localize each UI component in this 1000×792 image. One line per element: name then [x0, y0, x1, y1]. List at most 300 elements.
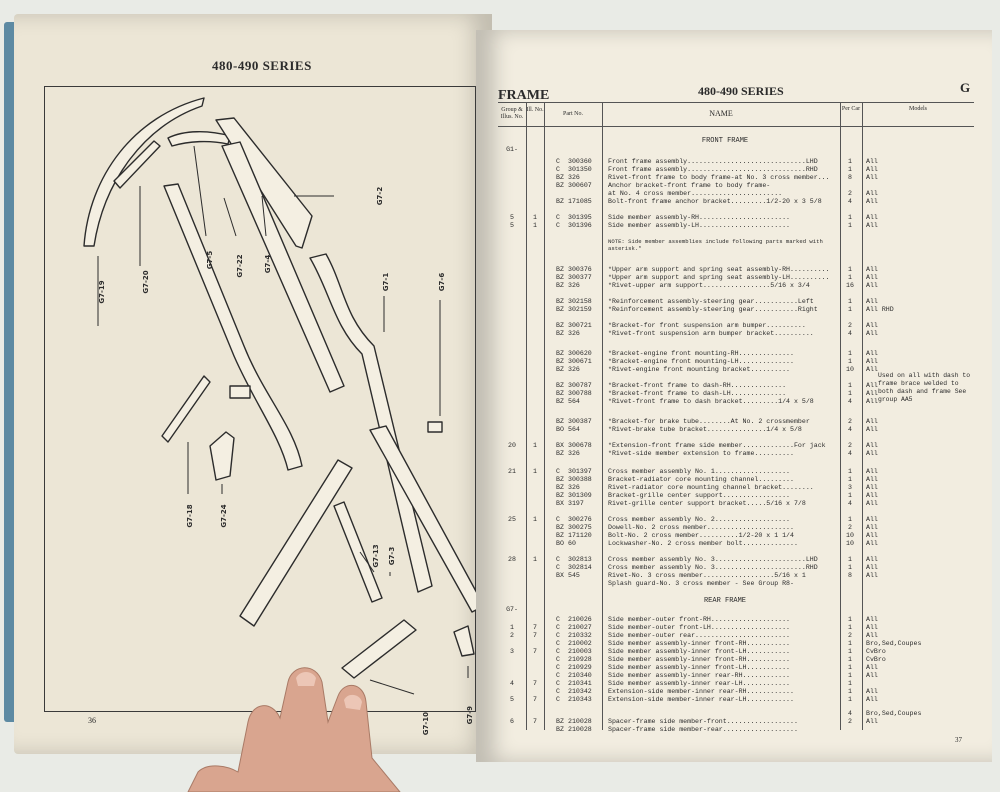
row-per-car: 1 — [848, 390, 852, 397]
table-row — [498, 500, 974, 508]
row-models: All — [866, 266, 878, 273]
row-models: All — [866, 358, 878, 365]
table-row — [498, 450, 974, 458]
row-name: Lockwasher-No. 2 cross member bolt.............. — [608, 540, 798, 547]
left-page-title: 480-490 SERIES — [212, 58, 312, 73]
row-part-no: 210341 — [568, 680, 592, 687]
row-models: All — [866, 516, 878, 523]
row-name: Bolt-front frame anchor bracket.........1/2-20 x 3 5/8 — [608, 198, 822, 205]
table-row — [498, 726, 974, 734]
table-row — [498, 556, 974, 564]
row-part-prefix: BZ — [556, 366, 564, 373]
row-models: All — [866, 696, 878, 703]
row-models: All — [866, 632, 878, 639]
row-ill-no: 7 — [533, 648, 537, 655]
row-ill-no: 7 — [533, 696, 537, 703]
row-per-car: 1 — [848, 358, 852, 365]
table-row — [498, 390, 974, 398]
row-name: *Bracket-front frame to dash-LH.............. — [608, 390, 787, 397]
table-row — [498, 640, 974, 648]
callout-g7-13: G7-13 — [372, 544, 380, 568]
group-g7: G7- — [506, 606, 518, 613]
row-part-no: 301395 — [568, 214, 592, 221]
row-name: Cross member assembly No. 2................... — [608, 516, 791, 523]
table-row — [498, 222, 974, 230]
row-per-car: 4 — [848, 500, 852, 507]
row-part-no: 300276 — [568, 516, 592, 523]
row-part-prefix: BX — [556, 500, 564, 507]
table-row — [498, 350, 974, 358]
row-per-car: 2 — [848, 632, 852, 639]
row-part-prefix: C — [556, 696, 560, 703]
row-name: *Reinforcement assembly-steering gear...........Right — [608, 306, 818, 313]
table-row — [498, 664, 974, 672]
row-part-prefix: BZ — [556, 382, 564, 389]
row-group: 6 — [510, 718, 514, 725]
row-models: All — [866, 190, 878, 197]
row-models: All — [866, 366, 878, 373]
table-row — [498, 330, 974, 338]
row-part-no: 171085 — [568, 198, 592, 205]
table-row — [498, 322, 974, 330]
callout-g7-3: G7-3 — [388, 546, 396, 566]
row-part-no: 210340 — [568, 672, 592, 679]
row-part-no: 326 — [568, 174, 580, 181]
front-frame-heading: FRONT FRAME — [701, 137, 749, 145]
row-group: 5 — [510, 214, 514, 221]
row-part-no: 210026 — [568, 616, 592, 623]
row-part-prefix: BZ — [556, 532, 564, 539]
row-part-no: 301309 — [568, 492, 592, 499]
row-per-car: 1 — [848, 672, 852, 679]
table-row — [498, 580, 974, 588]
row-part-prefix: C — [556, 672, 560, 679]
row-name: Side member assembly-LH....................... — [608, 222, 791, 229]
row-part-prefix: C — [556, 632, 560, 639]
row-part-no: 545 — [568, 572, 580, 579]
row-ill-no: 1 — [533, 214, 537, 221]
table-row — [498, 266, 974, 274]
row-per-car: 1 — [848, 688, 852, 695]
row-name: Cross member assembly No. 3.......................LHD — [608, 556, 818, 563]
row-models: All — [866, 174, 878, 181]
row-name: Splash guard-No. 3 cross member - See Group R8- — [608, 580, 794, 587]
table-row — [498, 182, 974, 190]
row-per-car: 16 — [846, 282, 854, 289]
row-name: *Upper arm support and spring seat assembly-RH.......... — [608, 266, 830, 273]
table-row — [498, 564, 974, 572]
section-label: FRAME — [498, 88, 550, 103]
callout-g7-4: G7-4 — [264, 254, 272, 274]
row-part-no: 210928 — [568, 656, 592, 663]
row-models: All — [866, 222, 878, 229]
row-ill-no: 1 — [533, 516, 537, 523]
row-part-prefix: C — [556, 664, 560, 671]
row-part-no: 326 — [568, 450, 580, 457]
row-ill-no: 7 — [533, 718, 537, 725]
row-part-prefix: BZ — [556, 182, 564, 189]
table-row — [498, 366, 974, 374]
table-row — [498, 572, 974, 580]
row-per-car: 10 — [846, 540, 854, 547]
row-models: All — [866, 282, 878, 289]
row-part-prefix: BZ — [556, 306, 564, 313]
row-per-car: 1 — [848, 640, 852, 647]
row-models: All — [866, 398, 878, 405]
row-per-car: 2 — [848, 442, 852, 449]
row-per-car: 2 — [848, 418, 852, 425]
callout-g7-20: G7-20 — [142, 270, 150, 294]
row-name: Anchor bracket-front frame to body frame- — [608, 182, 771, 189]
row-part-prefix: BZ — [556, 524, 564, 531]
table-row — [498, 680, 974, 688]
row-models: All — [866, 556, 878, 563]
row-models: All — [866, 382, 878, 389]
row-group: 5 — [510, 696, 514, 703]
row-group: 5 — [510, 222, 514, 229]
row-models: All — [866, 274, 878, 281]
row-per-car: 2 — [848, 190, 852, 197]
header-models: Models — [909, 106, 927, 112]
row-part-prefix: C — [556, 158, 560, 165]
row-part-no: 210342 — [568, 688, 592, 695]
row-group: 2 — [510, 632, 514, 639]
row-name: *Bracket-engine front mounting-RH.............. — [608, 350, 794, 357]
row-part-prefix: C — [556, 640, 560, 647]
table-row — [498, 166, 974, 174]
right-page-number: 37 — [955, 736, 962, 744]
row-per-car: 1 — [848, 680, 852, 687]
row-per-car: 1 — [848, 222, 852, 229]
row-part-prefix: C — [556, 656, 560, 663]
row-models: All — [866, 322, 878, 329]
table-row — [498, 198, 974, 206]
row-name: *Rivet-engine front mounting bracket.......... — [608, 366, 791, 373]
row-per-car: 1 — [848, 664, 852, 671]
group-letter: G — [960, 80, 971, 95]
row-per-car: 4 — [848, 710, 852, 717]
row-part-no: 300671 — [568, 358, 592, 365]
row-name: Side member-outer front-LH.................... — [608, 624, 791, 631]
table-row — [498, 274, 974, 282]
row-per-car: 2 — [848, 718, 852, 725]
row-part-no: 210343 — [568, 696, 592, 703]
row-models: All — [866, 298, 878, 305]
row-models: All — [866, 572, 878, 579]
row-models: All — [866, 442, 878, 449]
row-part-prefix: BZ — [556, 198, 564, 205]
row-name: *Reinforcement assembly-steering gear...........Left — [608, 298, 814, 305]
table-row — [498, 524, 974, 532]
row-models: All — [866, 468, 878, 475]
row-per-car: 10 — [846, 366, 854, 373]
row-part-no: 210028 — [568, 726, 592, 733]
left-page-number: 36 — [88, 716, 96, 725]
table-row — [498, 624, 974, 632]
row-part-prefix: BO — [556, 540, 564, 547]
row-name: Front frame assembly..............................LHD — [608, 158, 818, 165]
row-name: Bracket-grille center support................. — [608, 492, 791, 499]
row-models: All — [866, 564, 878, 571]
row-part-no: 300387 — [568, 418, 592, 425]
table-row — [498, 358, 974, 366]
row-part-prefix: BZ — [556, 350, 564, 357]
row-name: *Bracket-for front suspension arm bumper.......... — [608, 322, 806, 329]
row-per-car: 10 — [846, 532, 854, 539]
table-row — [498, 516, 974, 524]
right-page-title: 480-490 SERIES — [698, 84, 784, 98]
header-name: NAME — [709, 109, 733, 118]
row-per-car: 1 — [848, 266, 852, 273]
callout-g7-19: G7-19 — [98, 280, 106, 304]
group-g1: G1- — [506, 146, 518, 153]
header-group: Group & Illus. No. — [500, 107, 524, 120]
row-models: All — [866, 688, 878, 695]
row-part-prefix: BZ — [556, 322, 564, 329]
row-part-no: 326 — [568, 484, 580, 491]
row-name: Side member assembly-inner front-RH........... — [608, 656, 791, 663]
table-row — [498, 710, 974, 718]
row-ill-no: 1 — [533, 442, 537, 449]
row-part-prefix: C — [556, 468, 560, 475]
row-models: CvBro — [866, 648, 886, 655]
row-per-car: 1 — [848, 382, 852, 389]
row-part-prefix: C — [556, 688, 560, 695]
callout-g7-10: G7-10 — [422, 712, 430, 736]
row-ill-no: 7 — [533, 624, 537, 631]
row-part-prefix: BX — [556, 442, 564, 449]
row-models: All — [866, 532, 878, 539]
row-name: Side member-outer rear........................ — [608, 632, 791, 639]
table-row — [498, 382, 974, 390]
row-models: All — [866, 450, 878, 457]
row-group: 3 — [510, 648, 514, 655]
table-row — [498, 648, 974, 656]
row-part-no: 300376 — [568, 266, 592, 273]
row-models: All — [866, 350, 878, 357]
row-name: Side member assembly-inner front-LH........... — [608, 648, 791, 655]
asterisk-note: NOTE: Side member assemblies include following parts marked with asterisk.* — [608, 238, 823, 252]
row-part-prefix: C — [556, 616, 560, 623]
row-models: All — [866, 492, 878, 499]
row-part-prefix: C — [556, 680, 560, 687]
header-ill: Ill. No. — [526, 107, 544, 113]
row-ill-no: 7 — [533, 680, 537, 687]
row-models: All — [866, 418, 878, 425]
rear-frame-heading: REAR FRAME — [703, 597, 746, 605]
row-part-prefix: BZ — [556, 282, 564, 289]
row-part-prefix: BZ — [556, 174, 564, 181]
table-row — [498, 632, 974, 640]
table-row — [498, 442, 974, 450]
table-row — [498, 306, 974, 314]
row-per-car: 4 — [848, 198, 852, 205]
callout-g7-2: G7-2 — [376, 186, 384, 206]
row-models: All — [866, 624, 878, 631]
row-part-prefix: C — [556, 222, 560, 229]
row-part-no: 300678 — [568, 442, 592, 449]
row-per-car: 1 — [848, 564, 852, 571]
row-part-no: 210929 — [568, 664, 592, 671]
row-per-car: 1 — [848, 648, 852, 655]
row-models: All — [866, 718, 878, 725]
row-name: Spacer-frame side member-rear................... — [608, 726, 798, 733]
row-part-prefix: BZ — [556, 358, 564, 365]
callout-g7-18: G7-18 — [186, 504, 194, 528]
table-row — [498, 158, 974, 166]
row-per-car: 2 — [848, 524, 852, 531]
header-part-no: Part No. — [563, 111, 583, 117]
table-row — [498, 418, 974, 426]
row-per-car: 1 — [848, 158, 852, 165]
row-part-no: 300721 — [568, 322, 592, 329]
row-per-car: 1 — [848, 624, 852, 631]
table-row — [498, 484, 974, 492]
row-per-car: 1 — [848, 468, 852, 475]
row-group: 21 — [508, 468, 516, 475]
table-row — [498, 174, 974, 182]
row-part-prefix: C — [556, 214, 560, 221]
row-part-no: 301397 — [568, 468, 592, 475]
row-per-car: 1 — [848, 476, 852, 483]
row-group: 20 — [508, 442, 516, 449]
row-models: All — [866, 664, 878, 671]
row-part-no: 302158 — [568, 298, 592, 305]
row-models: All — [866, 540, 878, 547]
row-models: CvBro — [866, 656, 886, 663]
row-models: All RHD — [866, 306, 894, 313]
row-per-car: 1 — [848, 350, 852, 357]
row-part-prefix: BX — [556, 572, 564, 579]
row-per-car: 1 — [848, 274, 852, 281]
table-row — [498, 398, 974, 406]
row-ill-no: 1 — [533, 468, 537, 475]
row-name: Side member assembly-inner front-LH........... — [608, 664, 791, 671]
row-name: Extension-side member-inner rear-LH............ — [608, 696, 794, 703]
row-name: Rivet-grille center support bracket.....5/16 x 7/8 — [608, 500, 806, 507]
row-name: Side member assembly-RH....................... — [608, 214, 791, 221]
row-name: *Bracket-engine front mounting-LH.............. — [608, 358, 794, 365]
table-row — [498, 214, 974, 222]
row-per-car: 1 — [848, 306, 852, 313]
table-row — [498, 656, 974, 664]
row-part-prefix: BZ — [556, 298, 564, 305]
row-per-car: 1 — [848, 214, 852, 221]
row-per-car: 8 — [848, 572, 852, 579]
row-models: All — [866, 166, 878, 173]
row-part-prefix: C — [556, 556, 560, 563]
row-part-prefix: BZ — [556, 398, 564, 405]
row-part-prefix: C — [556, 648, 560, 655]
row-part-no: 300607 — [568, 182, 592, 189]
row-part-prefix: BZ — [556, 718, 564, 725]
table-row — [498, 476, 974, 484]
row-name: Bracket-radiator core mounting channel......... — [608, 476, 794, 483]
row-part-prefix: BZ — [556, 266, 564, 273]
row-models: All — [866, 158, 878, 165]
row-name: Spacer-frame side member-front.................. — [608, 718, 798, 725]
row-models: All — [866, 616, 878, 623]
row-part-prefix: C — [556, 624, 560, 631]
row-part-no: 300788 — [568, 390, 592, 397]
row-part-prefix: C — [556, 166, 560, 173]
row-part-no: 301396 — [568, 222, 592, 229]
row-per-car: 2 — [848, 322, 852, 329]
row-name: Rivet-front frame to body frame-at No. 3 cross member... — [608, 174, 830, 181]
row-name: *Extension-front frame side member.............For jack — [608, 442, 826, 449]
row-name: Side member assembly-inner rear-LH............ — [608, 680, 791, 687]
row-name: *Rivet-front frame to dash bracket.........1/4 x 5/8 — [608, 398, 814, 405]
row-part-no: 326 — [568, 366, 580, 373]
row-part-no: 301350 — [568, 166, 592, 173]
row-ill-no: 1 — [533, 222, 537, 229]
row-group: 4 — [510, 680, 514, 687]
table-row — [498, 616, 974, 624]
row-group: 1 — [510, 624, 514, 631]
table-row — [498, 298, 974, 306]
row-part-no: 210028 — [568, 718, 592, 725]
row-per-car: 1 — [848, 616, 852, 623]
row-models: All — [866, 484, 878, 491]
row-ill-no: 7 — [533, 632, 537, 639]
row-part-no: 171120 — [568, 532, 592, 539]
row-part-prefix: C — [556, 516, 560, 523]
row-name: Side member-outer front-RH.................... — [608, 616, 791, 623]
row-name: Cross member assembly No. 3.......................RHD — [608, 564, 818, 571]
callout-g7-5: G7-5 — [206, 250, 214, 270]
row-name: at No. 4 cross member....................... — [608, 190, 783, 197]
row-name: *Rivet-front suspension arm bumper bracket.......... — [608, 330, 814, 337]
row-part-prefix: BZ — [556, 492, 564, 499]
row-part-no: 210332 — [568, 632, 592, 639]
parts-table — [498, 102, 974, 733]
row-part-no: 300377 — [568, 274, 592, 281]
table-row — [498, 540, 974, 548]
row-models: All — [866, 524, 878, 531]
row-name: Dowell-No. 2 cross member...................... — [608, 524, 794, 531]
row-part-no: 564 — [568, 426, 580, 433]
callout-g7-24: G7-24 — [220, 504, 228, 528]
header-per-car: Per Car — [841, 106, 861, 112]
row-name: *Bracket-for brake tube........At No. 2 crossmember — [608, 418, 810, 425]
row-models: All — [866, 672, 878, 679]
row-part-prefix: BZ — [556, 418, 564, 425]
row-group: 25 — [508, 516, 516, 523]
row-part-no: 300388 — [568, 476, 592, 483]
row-part-no: 302813 — [568, 556, 592, 563]
table-row — [498, 190, 974, 198]
row-part-prefix: BZ — [556, 330, 564, 337]
row-part-prefix: C — [556, 564, 560, 571]
table-row — [498, 532, 974, 540]
row-part-no: 210002 — [568, 640, 592, 647]
row-part-no: 302159 — [568, 306, 592, 313]
row-name: *Rivet-upper arm support.................5/16 x 3/4 — [608, 282, 810, 289]
row-part-no: 210003 — [568, 648, 592, 655]
row-name: Rivet-radiator core mounting channel bracket........ — [608, 484, 814, 491]
row-part-no: 302814 — [568, 564, 592, 571]
table-row — [498, 492, 974, 500]
row-per-car: 1 — [848, 492, 852, 499]
hand-photo — [188, 662, 408, 792]
row-name: Side member assembly-inner rear-RH............ — [608, 672, 791, 679]
table-row — [498, 718, 974, 726]
row-name: Front frame assembly..............................RHD — [608, 166, 818, 173]
row-per-car: 3 — [848, 484, 852, 491]
row-name: *Rivet-side member extension to frame.......... — [608, 450, 794, 457]
callout-g7-1: G7-1 — [382, 272, 390, 292]
row-per-car: 8 — [848, 174, 852, 181]
